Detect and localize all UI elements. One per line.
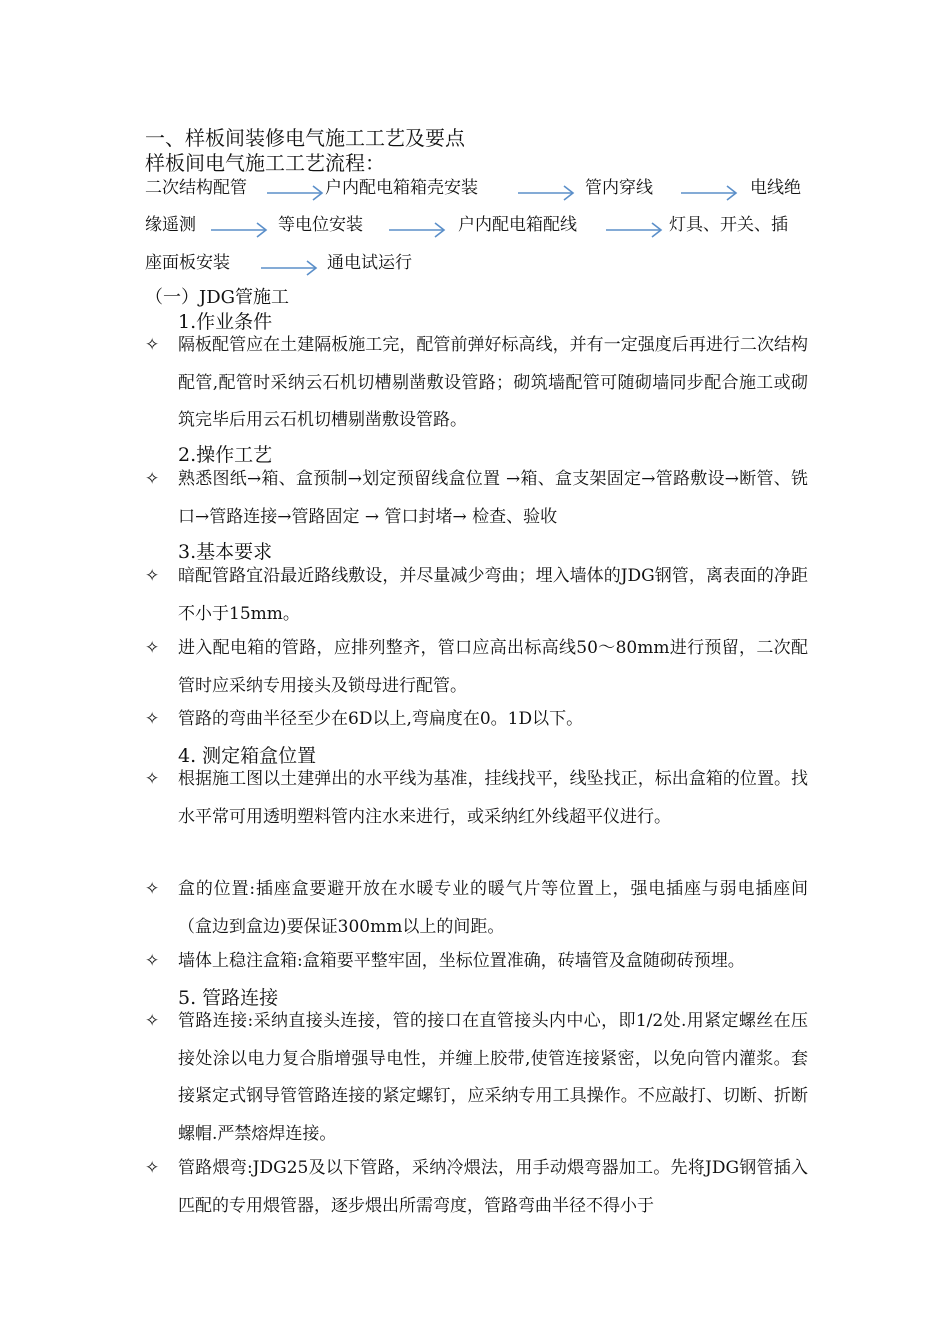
list-item-text: 管路煨弯:JDG25及以下管路，采纳冷煨法，用手动煨弯器加工。先将JDG钢管插入匹配的专用煨管器，逐步煨出所需弯度，管路弯曲半径不得小于	[178, 1158, 808, 1216]
list-item	[145, 558, 815, 633]
flow-step: 户内配电箱箱壳安装	[325, 178, 478, 198]
section-heading: （一）JDG管施工	[145, 287, 290, 308]
list-item-text: 暗配管路宜沿最近路线敷设，并尽量减少弯曲；埋入墙体的JDG钢管，离表面的净距不小于15mm。	[178, 566, 808, 624]
list-item	[145, 461, 815, 536]
list-item	[145, 761, 815, 836]
list-item	[145, 1003, 815, 1153]
list-item-text: 管路连接:采纳直接头连接，管的接口在直管接头内中心，即1/2处.用紧定螺丝在压接处涂以电力复合脂增强导电性，并缠上胶带,使管连接紧密，以免向管内灌浆。套接紧定式钢导管管路连接的紧定螺钉，应采纳专用工具操作。不应敲打、切断、折断螺帽.严禁熔焊连接。	[178, 1011, 808, 1144]
list-item-text: 根据施工图以土建弹出的水平线为基准，挂线找平，线坠找正，标出盒箱的位置。找水平常可用透明塑料管内注水来进行，或采纳红外线超平仪进行。	[178, 769, 808, 827]
list-item-text: 隔板配管应在土建隔板施工完，配管前弹好标高线，并有一定强度后再进行二次结构配管,配管时采纳云石机切槽剔凿敷设管路；砌筑墙配管可随砌墙同步配合施工或砌筑完毕后用云石机切槽剔凿敷设管路。	[178, 335, 808, 430]
flow-arrow-icon	[681, 181, 739, 201]
list-item	[145, 630, 815, 705]
bullet-icon: ✧	[145, 469, 160, 489]
list-item	[145, 943, 815, 981]
subsection-heading: 2.操作工艺	[178, 444, 273, 466]
list-item-text: 管路的弯曲半径至少在6D以上,弯扁度在0。1D以下。	[178, 709, 584, 729]
list-item	[145, 327, 815, 440]
flow-arrow-icon	[389, 218, 447, 238]
list-item	[145, 871, 815, 946]
flow-step: 灯具、开关、插	[669, 215, 788, 235]
bullet-icon: ✧	[145, 769, 160, 789]
flow-step: 管内穿线	[585, 178, 653, 198]
bullet-icon: ✧	[145, 709, 160, 729]
flow-arrow-icon	[211, 218, 269, 238]
bullet-icon: ✧	[145, 879, 160, 899]
subsection-heading: 3.基本要求	[178, 541, 273, 563]
subsection-heading: 1.作业条件	[178, 311, 273, 333]
flow-step: 电线绝	[750, 178, 801, 198]
list-item-text: 熟悉图纸→箱、盒预制→划定预留线盒位置 →箱、盒支架固定→管路敷设→断管、铣口→管路连接→管路固定 → 管口封堵→ 检查、验收	[178, 469, 808, 527]
flow-row-1	[145, 175, 815, 205]
subsection-heading: 5. 管路连接	[178, 987, 279, 1009]
flow-arrow-icon	[261, 256, 319, 276]
subsection-heading: 4. 测定箱盒位置	[178, 745, 317, 767]
flow-step: 户内配电箱配线	[458, 215, 577, 235]
list-item	[145, 1150, 815, 1225]
list-item-text: 墙体上稳注盒箱:盒箱要平整牢固，坐标位置准确，砖墙管及盒随砌砖预埋。	[178, 951, 745, 971]
flow-arrow-icon	[267, 181, 325, 201]
bullet-icon: ✧	[145, 335, 160, 355]
bullet-icon: ✧	[145, 951, 160, 971]
flow-step: 座面板安装	[145, 253, 230, 273]
bullet-icon: ✧	[145, 638, 160, 658]
bullet-icon: ✧	[145, 1011, 160, 1031]
flow-step: 通电试运行	[327, 253, 412, 273]
flow-title: 样板间电气施工工艺流程：	[145, 151, 385, 175]
flow-row-2	[145, 212, 815, 242]
document-heading: 一、样板间装修电气施工工艺及要点	[145, 126, 465, 150]
list-item-text: 盒的位置:插座盒要避开放在水暖专业的暖气片等位置上，强电插座与弱电插座间（盒边到盒边)要保证300mm以上的间距。	[178, 879, 808, 937]
bullet-icon: ✧	[145, 1158, 160, 1178]
flow-step: 等电位安装	[278, 215, 363, 235]
list-item-text: 进入配电箱的管路，应排列整齐，管口应高出标高线50～80mm进行预留，二次配管时应采纳专用接头及锁母进行配管。	[178, 638, 808, 696]
flow-step: 缘遥测	[145, 215, 196, 235]
flow-step: 二次结构配管	[145, 178, 247, 198]
bullet-icon: ✧	[145, 566, 160, 586]
flow-arrow-icon	[606, 218, 664, 238]
flow-arrow-icon	[518, 181, 576, 201]
flow-row-3	[145, 250, 815, 280]
list-item	[145, 701, 815, 739]
